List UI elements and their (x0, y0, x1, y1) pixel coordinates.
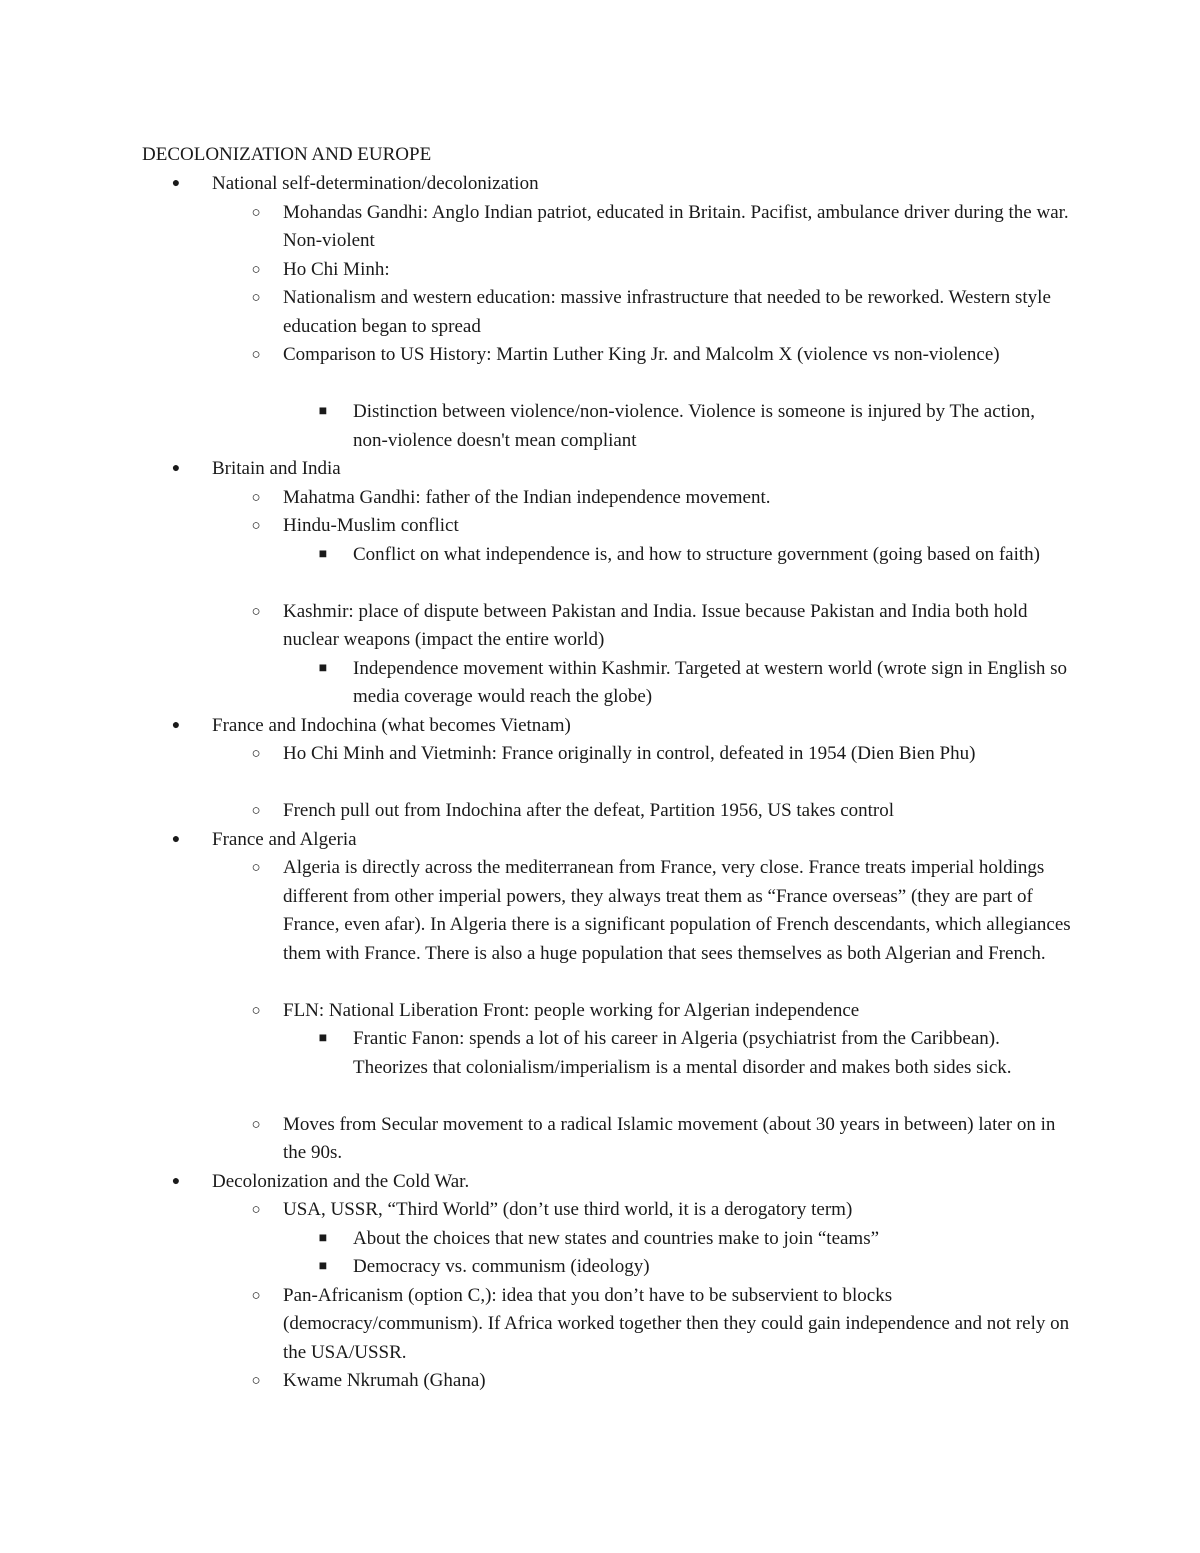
hollow-circle-bullet-icon: ○ (251, 803, 261, 819)
hollow-circle-bullet-icon: ○ (251, 347, 261, 363)
outline-item-level-2 (251, 484, 1073, 513)
outline-item-text: Pan-Africanism (option C,): idea that you don’t have to be subservient to blocks (democracy/communism). If Africa worked together then they could gain independence and not rely on the USA/USSR. (283, 1284, 1070, 1363)
outline-item-text: FLN: National Liberation Front: people working for Algerian independence (283, 999, 860, 1021)
outline-item-level-2 (251, 1196, 1073, 1225)
outline-item-text: Hindu-Muslim conflict (283, 515, 459, 536)
outline-item-text: Mahatma Gandhi: father of the Indian independence movement. (283, 486, 771, 508)
filled-circle-bullet-icon: ● (171, 461, 181, 476)
outline-item-text: Frantic Fanon: spends a lot of his career in Algeria (psychiatrist from the Caribbean). Theorizes that colonialism/imperialism is a mental disorder and makes both sides sick. (353, 1028, 1012, 1078)
outline-item-level-1 (171, 455, 1092, 484)
outline-item-level-2 (251, 740, 1073, 769)
square-bullet-icon: ■ (318, 404, 328, 419)
outline-item-level-2 (251, 256, 1073, 285)
outline-item-level-2 (251, 1367, 1073, 1396)
outline-item-text: Kwame Nkrumah (Ghana) (283, 1370, 486, 1391)
outline-item-text: Independence movement within Kashmir. Targeted at western world (wrote sign in English so media coverage would reach the globe) (353, 657, 1068, 707)
hollow-circle-bullet-icon: ○ (251, 518, 261, 534)
square-bullet-icon: ■ (318, 546, 328, 562)
outline-item-level-2 (251, 341, 1073, 370)
outline-item-level-2 (251, 854, 1073, 968)
outline-item-level-3 (318, 541, 1073, 570)
outline-item-level-1 (171, 170, 1092, 199)
outline-item-text: Conflict on what independence is, and how to structure government (going based on faith) (353, 543, 1040, 565)
outline-item-text: Algeria is directly across the mediterranean from France, very close. France treats imperial holdings different from other imperial powers, they always treat them as “France overseas” (they are part of France, even afar). In Algeria there is a significant population of French descendants, which allegiances them with France. There is also a huge population that sees themselves as both Algerian and French. (283, 857, 1071, 964)
outline-item-text: France and Indochina (what becomes Vietnam) (212, 714, 571, 736)
outline-item-text: Mohandas Gandhi: Anglo Indian patriot, educated in Britain. Pacifist, ambulance driver during the war. Non-violent (283, 201, 1069, 251)
outline-item-text: Ho Chi Minh and Vietminh: France originally in control, defeated in 1954 (Dien Bien Phu) (283, 743, 976, 764)
outline-item-level-2 (251, 512, 1073, 541)
hollow-circle-bullet-icon: ○ (251, 489, 261, 506)
filled-circle-bullet-icon: ● (171, 717, 181, 733)
filled-circle-bullet-icon: ● (171, 176, 181, 191)
outline-item-text: Democracy vs. communism (ideology) (353, 1256, 650, 1277)
outline-item-text: USA, USSR, “Third World” (don’t use third world, it is a derogatory term) (283, 1199, 853, 1220)
hollow-circle-bullet-icon: ○ (251, 1002, 261, 1019)
hollow-circle-bullet-icon: ○ (251, 860, 261, 876)
outline-item-text: Decolonization and the Cold War. (212, 1170, 470, 1192)
outline-item-level-3 (318, 1253, 1073, 1282)
outline-item-text: Kashmir: place of dispute between Pakistan and India. Issue because Pakistan and India both hold nuclear weapons (impact the entire world) (283, 600, 1028, 650)
outline-item-text: National self-determination/decolonization (212, 173, 539, 194)
outline-item-level-2 (251, 1111, 1073, 1168)
square-bullet-icon: ■ (318, 660, 328, 676)
hollow-circle-bullet-icon: ○ (251, 603, 261, 620)
outline-item-level-3 (318, 655, 1073, 712)
square-bullet-icon: ■ (318, 1259, 328, 1274)
hollow-circle-bullet-icon: ○ (251, 1116, 261, 1133)
outline-item-level-3 (318, 398, 1073, 455)
hollow-circle-bullet-icon: ○ (251, 1373, 261, 1389)
outline-item-level-2 (251, 598, 1073, 655)
outline-item-text: French pull out from Indochina after the defeat, Partition 1956, US takes control (283, 800, 895, 821)
outline-item-text: France and Algeria (212, 828, 357, 850)
filled-circle-bullet-icon: ● (171, 1173, 181, 1189)
page-title: DECOLONIZATION AND EUROPE (142, 144, 432, 165)
outline-item-text: Comparison to US History: Martin Luther King Jr. and Malcolm X (violence vs non-violence) (283, 344, 1000, 365)
outline-item-level-1 (171, 712, 1092, 741)
outline-item-level-1 (171, 1168, 1092, 1197)
outline-item-text: Moves from Secular movement to a radical Islamic movement (about 30 years in between) later on in the 90s. (283, 1113, 1056, 1163)
outline-item-level-2 (251, 797, 1073, 826)
hollow-circle-bullet-icon: ○ (251, 290, 261, 306)
outline-item-text: Distinction between violence/non-violence. Violence is someone is injured by The action, non-violence doesn't mean compliant (353, 401, 1035, 451)
outline-item-level-2 (251, 1282, 1073, 1368)
filled-circle-bullet-icon: ● (171, 831, 181, 847)
square-bullet-icon: ■ (318, 1031, 328, 1046)
hollow-circle-bullet-icon: ○ (251, 204, 261, 221)
outline-item-text: About the choices that new states and countries make to join “teams” (353, 1227, 880, 1249)
outline-item-level-2 (251, 997, 1073, 1026)
outline-item-text: Britain and India (212, 458, 341, 479)
hollow-circle-bullet-icon: ○ (251, 1202, 261, 1218)
hollow-circle-bullet-icon: ○ (251, 261, 261, 278)
outline-item-text: Ho Chi Minh: (283, 258, 390, 280)
outline-item-level-3 (318, 1025, 1073, 1082)
hollow-circle-bullet-icon: ○ (251, 1287, 261, 1304)
square-bullet-icon: ■ (318, 1230, 328, 1246)
outline-item-level-1 (171, 826, 1092, 855)
outline-item-level-2 (251, 199, 1073, 256)
outline-item-level-2 (251, 284, 1073, 341)
outline-item-level-3 (318, 1225, 1073, 1254)
outline-item-text: Nationalism and western education: massive infrastructure that needed to be reworked. Western style education began to spread (283, 287, 1051, 337)
hollow-circle-bullet-icon: ○ (251, 746, 261, 762)
